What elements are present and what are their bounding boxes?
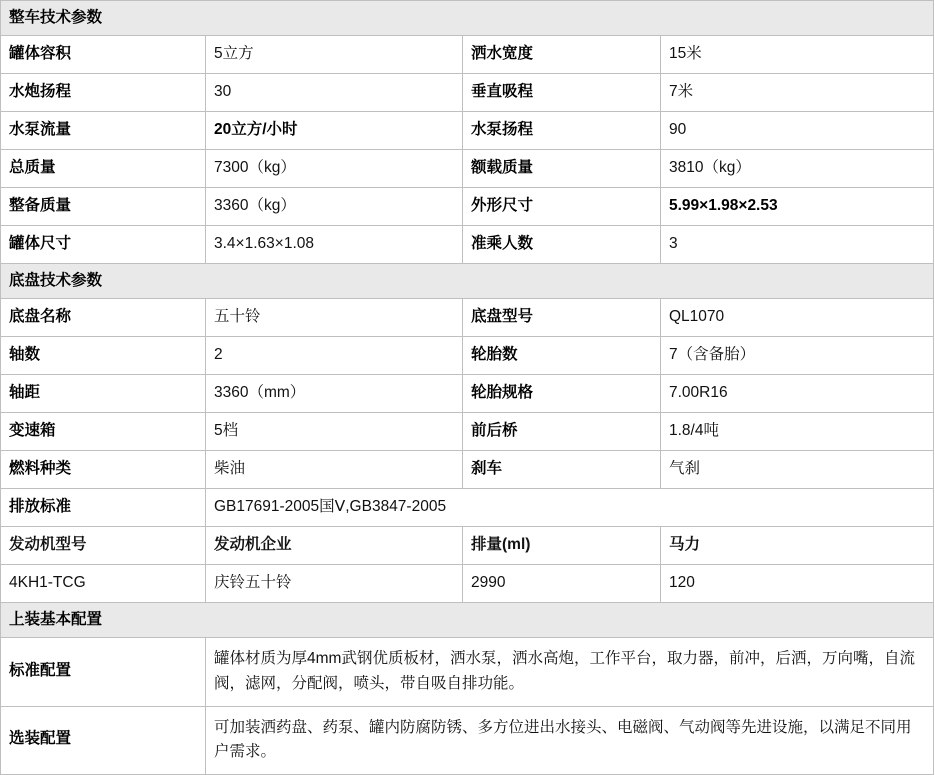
row-value: 3 bbox=[661, 226, 934, 264]
table-row bbox=[1, 451, 934, 489]
row-value: 1.8/4吨 bbox=[661, 413, 934, 451]
table-row bbox=[1, 150, 934, 188]
row-value: 7.00R16 bbox=[661, 375, 934, 413]
emission-label: 排放标准 bbox=[1, 489, 206, 527]
table-row bbox=[1, 337, 934, 375]
row-label: 总质量 bbox=[1, 150, 206, 188]
engine-header-row bbox=[1, 527, 934, 565]
row-label: 水泵扬程 bbox=[463, 112, 661, 150]
row-label: 燃料种类 bbox=[1, 451, 206, 489]
row-label: 额载质量 bbox=[463, 150, 661, 188]
engine-power-value: 120 bbox=[661, 565, 934, 603]
row-value: 5立方 bbox=[206, 36, 463, 74]
row-label: 变速箱 bbox=[1, 413, 206, 451]
row-value: 五十铃 bbox=[206, 299, 463, 337]
row-label: 标准配置 bbox=[1, 638, 206, 707]
table-row bbox=[1, 112, 934, 150]
table-row bbox=[1, 706, 934, 775]
row-label: 准乘人数 bbox=[463, 226, 661, 264]
section-header-chassis: 底盘技术参数 bbox=[1, 264, 934, 299]
engine-displacement-value: 2990 bbox=[463, 565, 661, 603]
emission-value: GB17691-2005国Ⅴ,GB3847-2005 bbox=[206, 489, 934, 527]
section-header-upper: 上装基本配置 bbox=[1, 603, 934, 638]
row-value: 3.4×1.63×1.08 bbox=[206, 226, 463, 264]
row-value: 柴油 bbox=[206, 451, 463, 489]
engine-model-value: 4KH1-TCG bbox=[1, 565, 206, 603]
row-value: QL1070 bbox=[661, 299, 934, 337]
row-value: 3360（mm） bbox=[206, 375, 463, 413]
engine-value-row bbox=[1, 565, 934, 603]
section-row-upper bbox=[1, 603, 934, 638]
row-label: 外形尺寸 bbox=[463, 188, 661, 226]
row-label: 罐体容积 bbox=[1, 36, 206, 74]
engine-maker-value: 庆铃五十铃 bbox=[206, 565, 463, 603]
row-value: 7米 bbox=[661, 74, 934, 112]
row-label: 垂直吸程 bbox=[463, 74, 661, 112]
row-value: 7（含备胎） bbox=[661, 337, 934, 375]
engine-model-header: 发动机型号 bbox=[1, 527, 206, 565]
table-row bbox=[1, 413, 934, 451]
engine-displacement-header: 排量(ml) bbox=[463, 527, 661, 565]
row-value: 可加装洒药盘、药泵、罐内防腐防锈、多方位进出水接头、电磁阀、气动阀等先进设施，以满足不同用户需求。 bbox=[206, 706, 934, 775]
row-value: 90 bbox=[661, 112, 934, 150]
row-label: 罐体尺寸 bbox=[1, 226, 206, 264]
row-label: 水泵流量 bbox=[1, 112, 206, 150]
row-value: 气刹 bbox=[661, 451, 934, 489]
table-row bbox=[1, 36, 934, 74]
row-label: 选装配置 bbox=[1, 706, 206, 775]
row-value: 7300（kg） bbox=[206, 150, 463, 188]
section-row-chassis bbox=[1, 264, 934, 299]
row-label: 轴距 bbox=[1, 375, 206, 413]
row-label: 轴数 bbox=[1, 337, 206, 375]
row-value: 5.99×1.98×2.53 bbox=[661, 188, 934, 226]
row-label: 底盘型号 bbox=[463, 299, 661, 337]
row-value: 20立方/小时 bbox=[206, 112, 463, 150]
table-row bbox=[1, 74, 934, 112]
table-row bbox=[1, 299, 934, 337]
emission-row bbox=[1, 489, 934, 527]
row-value: 3360（kg） bbox=[206, 188, 463, 226]
section-row-vehicle bbox=[1, 1, 934, 36]
row-label: 底盘名称 bbox=[1, 299, 206, 337]
row-label: 刹车 bbox=[463, 451, 661, 489]
row-value: 3810（kg） bbox=[661, 150, 934, 188]
row-value: 5档 bbox=[206, 413, 463, 451]
row-value: 15米 bbox=[661, 36, 934, 74]
row-label: 前后桥 bbox=[463, 413, 661, 451]
row-value: 罐体材质为厚4mm武钢优质板材，洒水泵，洒水高炮，工作平台，取力器，前冲，后洒，万向嘴，自流阀，滤网，分配阀，喷头，带自吸自排功能。 bbox=[206, 638, 934, 707]
table-row bbox=[1, 188, 934, 226]
row-label: 水炮扬程 bbox=[1, 74, 206, 112]
table-row bbox=[1, 375, 934, 413]
engine-maker-header: 发动机企业 bbox=[206, 527, 463, 565]
row-label: 轮胎数 bbox=[463, 337, 661, 375]
row-value: 2 bbox=[206, 337, 463, 375]
row-value: 30 bbox=[206, 74, 463, 112]
row-label: 整备质量 bbox=[1, 188, 206, 226]
table-row bbox=[1, 226, 934, 264]
table-row bbox=[1, 638, 934, 707]
engine-power-header: 马力 bbox=[661, 527, 934, 565]
section-header-vehicle: 整车技术参数 bbox=[1, 1, 934, 36]
row-label: 洒水宽度 bbox=[463, 36, 661, 74]
row-label: 轮胎规格 bbox=[463, 375, 661, 413]
